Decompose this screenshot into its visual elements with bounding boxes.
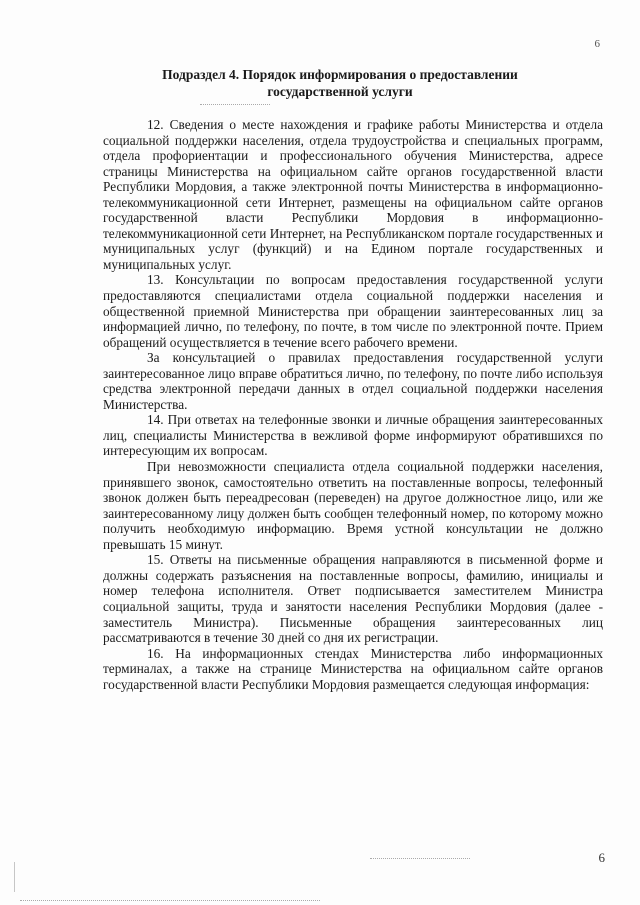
paragraph-12: 12. Сведения о месте нахождения и графике работы Министерства и отдела социальной поддержки населения, отдела трудоустройства и специальных программ, отдела профориентации и профессионального обучения Министерства, адресе страницы Министерства на официальном сайте органов государственной власти Республики Мордовия, а также электронной почты Министерства в информационно-телекоммуникационной сети Интернет, размещены на официальном сайте органов государственной власти Республики Мордовия в информационно-телекоммуникационной сети Интернет, на Республиканском портале государственных и муниципальных услуг (функций) и на Едином портале государственных и муниципальных услуг. [103,117,603,272]
paragraph-13: 13. Консультации по вопросам предоставления государственной услуги предоставляются специалистами отдела социальной поддержки населения и общественной приемной Министерства при обращении заинтересованных лиц за информацией лично, по телефону, по почте, в том числе по электронной почте. Прием обращений осуществляется в течение всего рабочего времени. [103,272,603,350]
section-heading-line-2: государственной услуги [267,84,413,99]
page-number-bottom: 6 [598,850,605,865]
paragraph-14: 14. При ответах на телефонные звонки и личные обращения заинтересованных лиц, специалисты Министерства в вежливой форме информируют обратившихся по интересующим их вопросам. [103,412,603,459]
paragraph-consultation: За консультацией о правилах предоставления государственной услуги заинтересованное лицо вправе обратиться лично, по телефону, по почте либо используя средства электронной передачи данных в отдел социальной поддержки населения Министерства. [103,350,603,412]
scan-artifact [370,858,470,860]
paragraph-redirect: При невозможности специалиста отдела социальной поддержки населения, принявшего звонок, самостоятельно ответить на поставленные вопросы, телефонный звонок должен быть переадресован (переведен) на другое должностное лицо, или же заинтересованному лицу должен быть сообщен телефонный номер, по которому можно получить необходимую информацию. Время устной консультации не должно превышать 15 минут. [103,459,603,552]
section-heading-line-1: Подраздел 4. Порядок информирования о предоставлении [162,67,518,82]
section-heading [100,66,580,100]
document-body [103,117,603,692]
scan-artifact [14,862,15,892]
page-number-top: 6 [594,38,600,50]
paragraph-16: 16. На информационных стендах Министерства либо информационных терминалах, а также на странице Министерства на официальном сайте органов государственной власти Республики Мордовия размещается следующая информация: [103,645,603,692]
paragraph-15: 15. Ответы на письменные обращения направляются в письменной форме и должны содержать разъяснения на поставленные вопросы, фамилию, инициалы и номер телефона исполнителя. Ответ подписывается заместителем Министра социальной защиты, труда и занятости населения Республики Мордовия (далее - заместитель Министра). Письменные обращения заинтересованных лиц рассматриваются в течение 30 дней со дня их регистрации. [103,552,603,646]
scan-artifact [200,104,270,106]
scan-artifact [20,900,320,902]
